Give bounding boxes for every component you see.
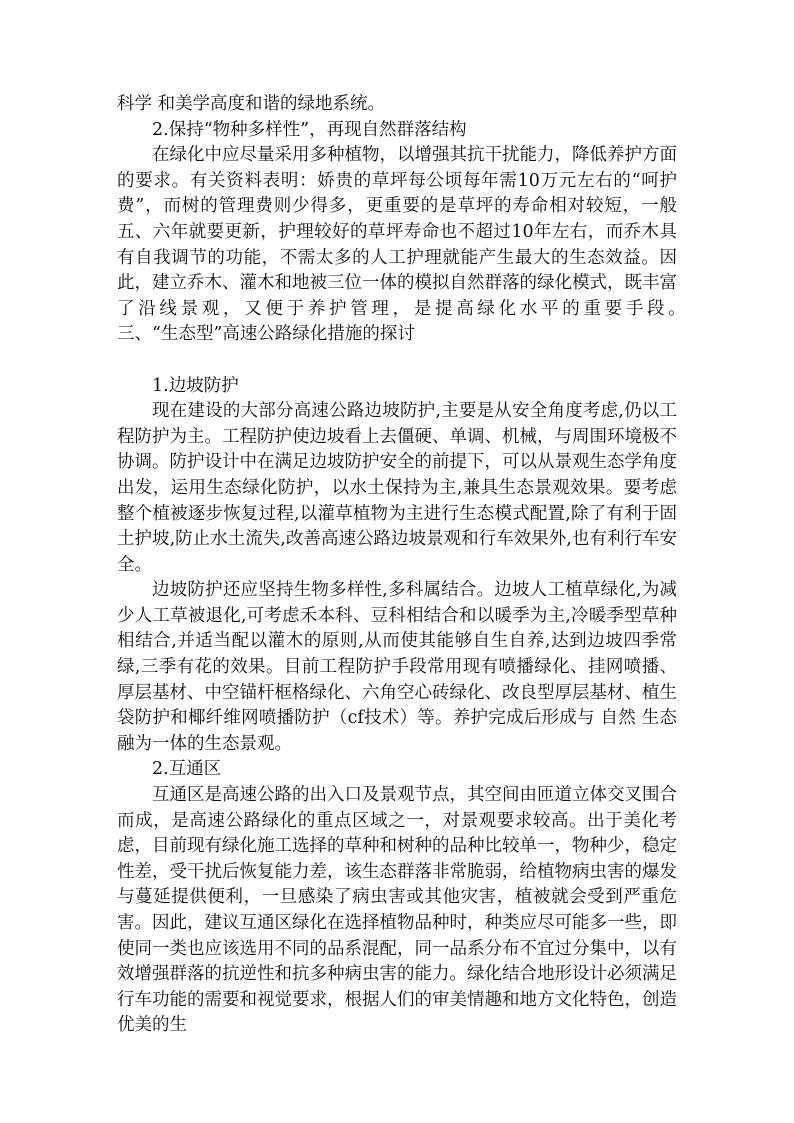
section-heading-slope-protection: 1.边坡防护: [152, 375, 239, 396]
section-heading-interchange: 2.互通区: [152, 759, 222, 780]
paragraph-continuation: 科学 和美学高度和谐的绿地系统。: [117, 94, 386, 114]
document-body: [117, 92, 747, 1039]
paragraph-slope-biodiversity: 边坡防护还应坚持生物多样性,多科属结合。边坡人工植草绿化,为减少人工草被退化,可考虑禾本科、豆科相结合和以暖季为主,冷暖季型草种相结合,并适当配以灌木的原则,从而使其能够自生自养,达到边坡四季常绿,三季有花的效果。目前工程防护手段常用现有喷播绿化、挂网喷播、厚层基材、中空锚杆框格绿化、六角空心砖绿化、改良型厚层基材、植生袋防护和椰纤维网喷播防护（cf技术）等。养护完成后形成与 自然 生态融为一体的生态景观。: [117, 580, 677, 754]
paragraph-interchange: 互通区是高速公路的出入口及景观节点，其空间由匝道立体交叉围合而成，是高速公路绿化的重点区域之一，对景观要求较高。出于美化考虑，目前现有绿化施工选择的草种和树种的品种比较单一，物种少，稳定性差，受干扰后恢复能力差，该生态群落非常脆弱，给植物病虫害的爆发与蔓延提供便利，一旦感染了病虫害或其他灾害，植被就会受到严重危害。因此，建议互通区绿化在选择植物品种时，种类应尽可能多一些，即使同一类也应该选用不同的品系混配，同一品系分布不宜过分集中，以有效增强群落的抗逆性和抗多种病虫害的能力。绿化结合地形设计必须满足行车功能的需要和视觉要求，根据人们的审美情趣和地方文化特色，创造优美的生: [117, 785, 677, 1036]
section-heading-species-diversity: 2.保持“物种多样性”，再现自然群落结构: [152, 119, 467, 140]
paragraph-slope-protection: 现在建设的大部分高速公路边坡防护,主要是从安全角度考虑,仍以工程防护为主。工程防护使边坡看上去僵硬、单调、机械，与周围环境极不协调。防护设计中在满足边坡防护安全的前提下，可以从景观生态学角度出发，运用生态绿化防护，以水土保持为主,兼具生态景观效果。要考虑整个植被逐步恢复过程,以灌草植物为主进行生态模式配置,除了有利于固土护坡,防止水土流失,改善高速公路边坡景观和行车效果外,也有利行车安全。: [117, 401, 677, 575]
paragraph-species-diversity: 在绿化中应尽量采用多种植物，以增强其抗干扰能力，降低养护方面的要求。有关资料表明：娇贵的草坪每公顷每年需10万元左右的“呵护费”，而树的管理费则少得多，更重要的是草坪的寿命相对较短，一般五、六年就要更新，护理较好的草坪寿命也不超过10年左右，而乔木具有自我调节的功能，不需太多的人工护理就能产生最大的生态效益。因此，建立乔木、灌木和地被三位一体的模拟自然群落的绿化模式，既丰富了沿线景观，又便于养护管理，是提高绿化水平的重要手段。 三、“生态型”高速公路绿化措施的探讨: [117, 145, 747, 345]
blank-line: [117, 348, 677, 374]
